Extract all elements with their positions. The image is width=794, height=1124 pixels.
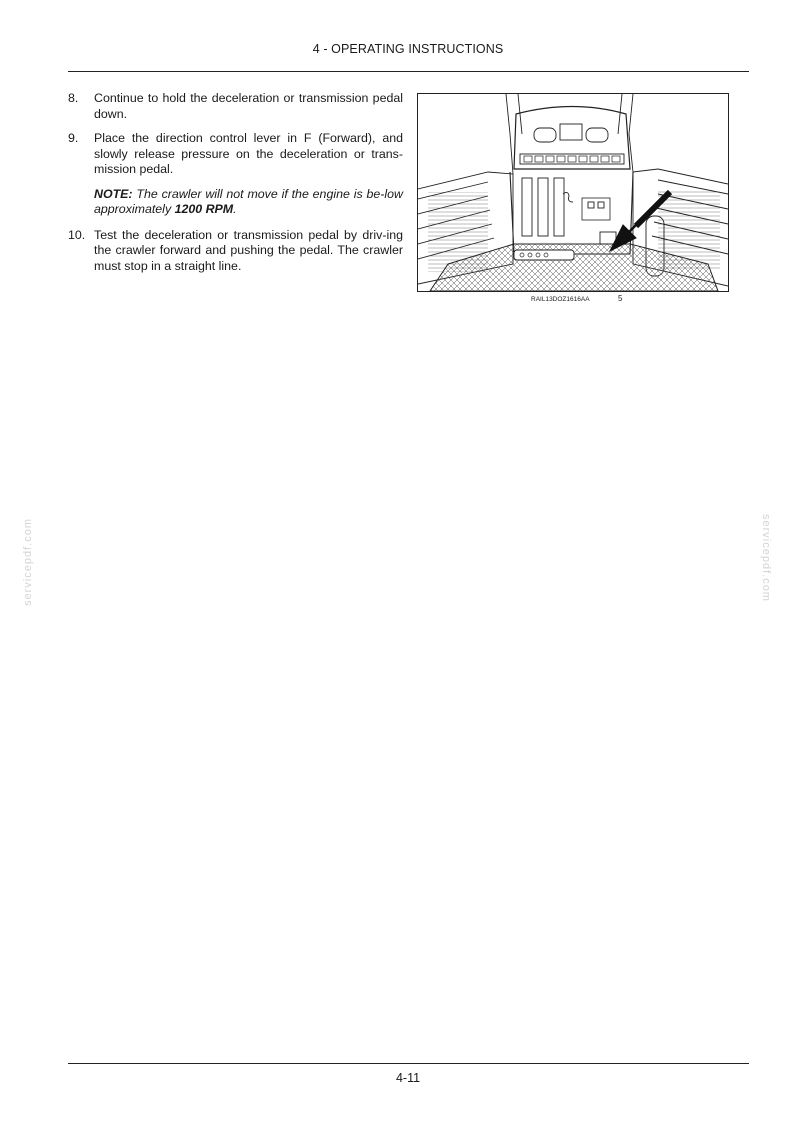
note-end: .	[233, 202, 237, 216]
footer-divider	[68, 1063, 749, 1064]
step-9	[68, 131, 403, 178]
step-number: 10.	[68, 227, 86, 242]
step-8	[68, 91, 403, 122]
page-number: 4-11	[395, 1071, 421, 1085]
page-header-title: 4 - OPERATING INSTRUCTIONS	[312, 42, 504, 56]
watermark-right: servicepdf.com	[760, 514, 772, 602]
figure-caption: RAIL13DOZ1616AA	[531, 296, 590, 303]
header-divider	[68, 71, 749, 72]
note-label: NOTE:	[94, 186, 133, 201]
step-10	[68, 228, 403, 275]
instruction-steps	[68, 91, 403, 283]
note-text: The crawler will not move if the engine is be-low approximately	[94, 186, 403, 216]
step-number: 8.	[68, 91, 79, 105]
figure-number: 5	[618, 294, 623, 303]
step-text: Continue to hold the deceleration or transmission pedal down.	[94, 91, 403, 121]
watermark-left: servicepdf.com	[22, 518, 34, 606]
operator-station-illustration	[417, 93, 729, 292]
step-number: 9.	[68, 131, 79, 145]
note	[68, 187, 403, 218]
step-text: Place the direction control lever in F (Forward), and slowly release pressure on the deceleration or trans-mission pedal.	[94, 131, 403, 176]
note-rpm-value: 1200 RPM	[174, 202, 234, 216]
step-text: Test the deceleration or transmission pedal by driv-ing the crawler forward and pushing the pedal. The crawler must stop in a straight line.	[94, 227, 403, 273]
crawler-cab-drawing	[418, 94, 728, 291]
